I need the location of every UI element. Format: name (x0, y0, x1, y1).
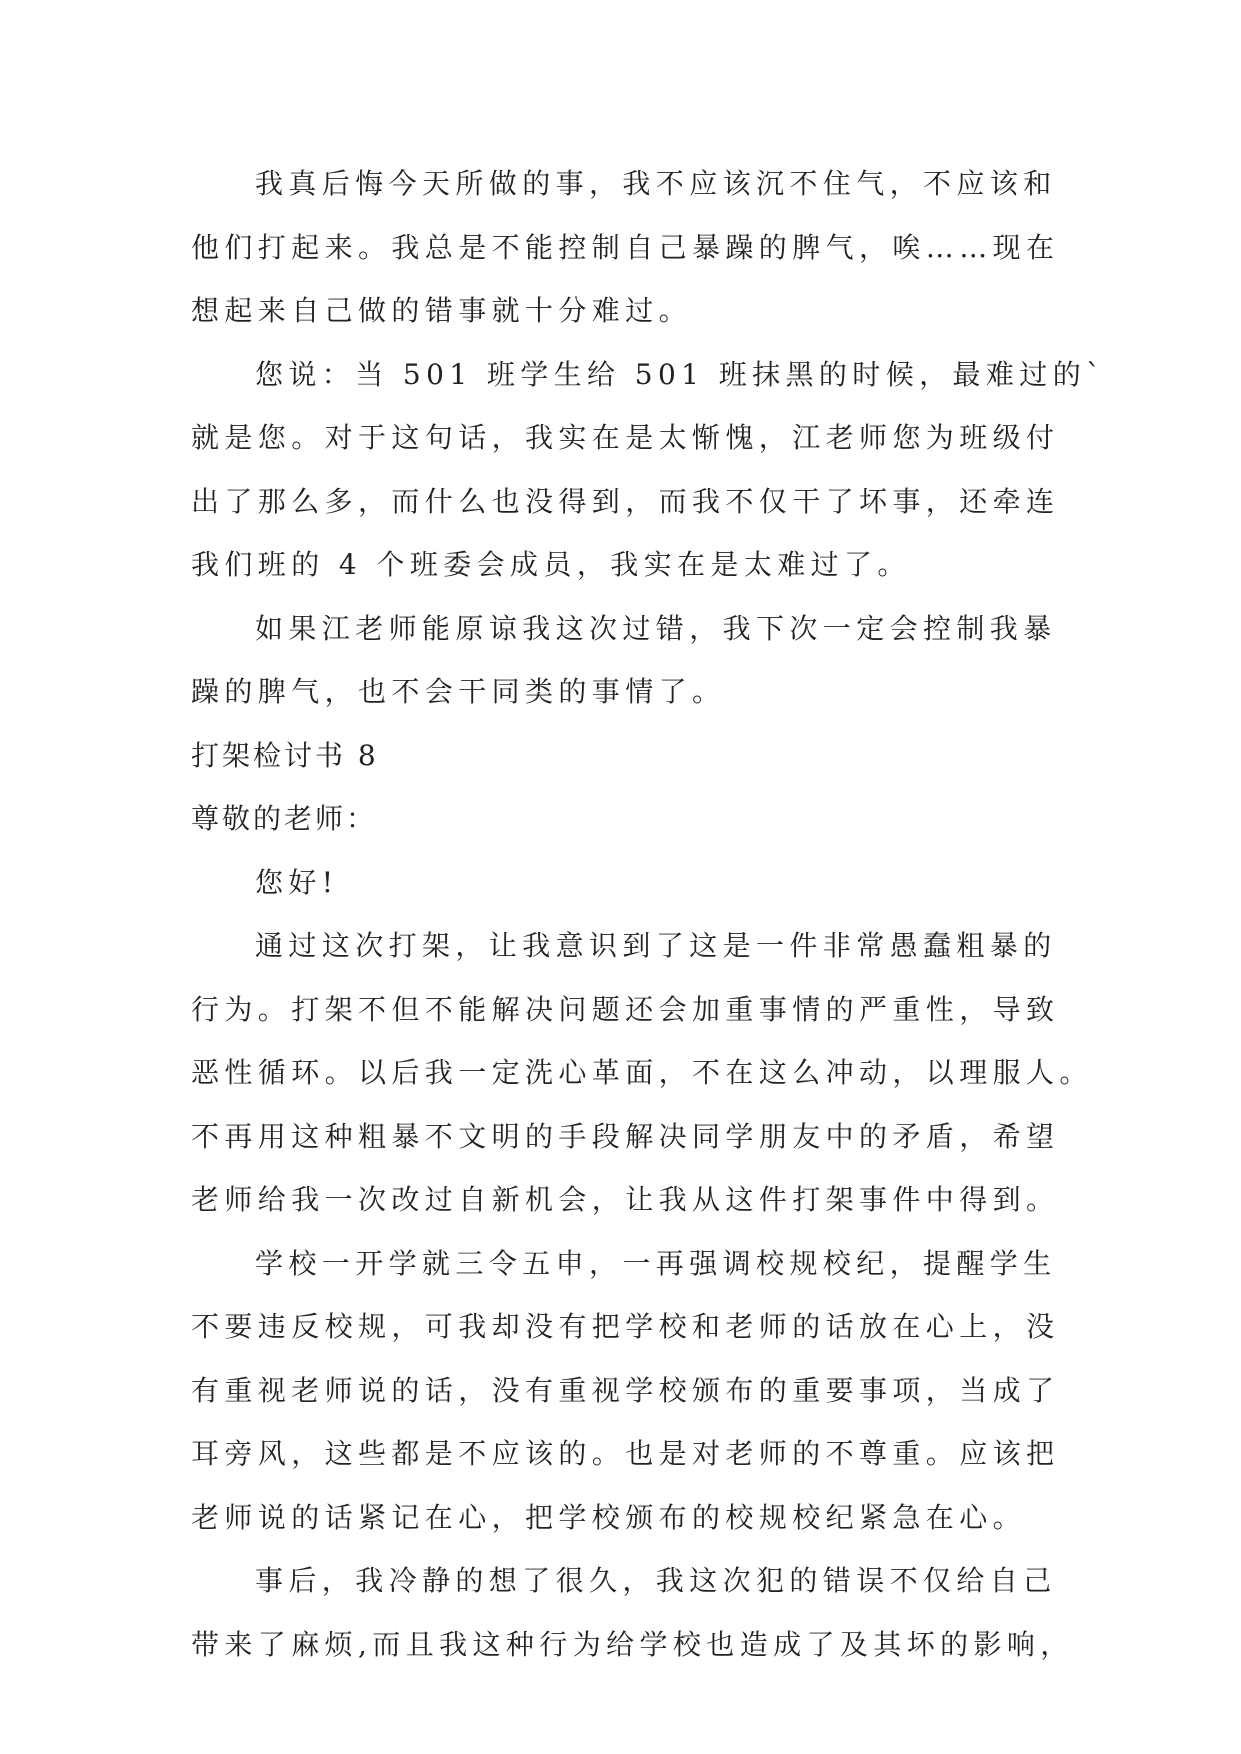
text-line: 我真后悔今天所做的事，我不应该沉不住气，不应该和 (255, 167, 1057, 200)
text-line: 有重视老师说的话，没有重视学校颁布的重要事项，当成了 (191, 1374, 1060, 1407)
text-line: 带来了麻烦,而且我这种行为给学校也造成了及其坏的影响， (191, 1628, 1074, 1661)
text-line: 他们打起来。我总是不能控制自己暴躁的脾气，唉……现在 (191, 231, 1060, 264)
text-line: 学校一开学就三令五申，一再强调校规校纪，提醒学生 (255, 1247, 1057, 1280)
text-line: 老师给我一次改过自新机会，让我从这件打架事件中得到。 (191, 1183, 1060, 1216)
section-heading: 打架检讨书 8 (191, 739, 379, 772)
text-line: 事后，我冷静的想了很久，我这次犯的错误不仅给自己 (255, 1564, 1057, 1597)
text-line: 我们班的 4 个班委会成员，我实在是太难过了。 (191, 548, 911, 581)
greeting: 您好! (255, 866, 339, 899)
text-line: 耳旁风，这些都是不应该的。也是对老师的不尊重。应该把 (191, 1437, 1060, 1470)
text-line: 老师说的话紧记在心，把学校颁布的校规校纪紧急在心。 (191, 1501, 1027, 1534)
salutation: 尊敬的老师： (191, 802, 378, 835)
text-line: 您说：当 501 班学生给 501 班抹黑的时候，最难过的` (255, 358, 1106, 391)
text-line: 恶性循环。以后我一定洗心革面，不在这么冲动，以理服人。 (191, 1056, 1093, 1089)
text-line: 如果江老师能原谅我这次过错，我下次一定会控制我暴 (255, 612, 1057, 645)
text-line: 通过这次打架，让我意识到了这是一件非常愚蠢粗暴的 (255, 929, 1057, 962)
text-line: 想起来自己做的错事就十分难过。 (191, 294, 693, 327)
text-line: 不要违反校规，可我却没有把学校和老师的话放在心上，没 (191, 1310, 1060, 1343)
text-line: 就是您。对于这句话，我实在是太惭愧，江老师您为班级付 (191, 421, 1060, 454)
text-line: 行为。打架不但不能解决问题还会加重事情的严重性，导致 (191, 993, 1060, 1026)
text-line: 出了那么多，而什么也没得到，而我不仅干了坏事，还牵连 (191, 485, 1060, 518)
text-line: 不再用这种粗暴不文明的手段解决同学朋友中的矛盾，希望 (191, 1120, 1060, 1153)
text-line: 躁的脾气，也不会干同类的事情了。 (191, 675, 726, 708)
